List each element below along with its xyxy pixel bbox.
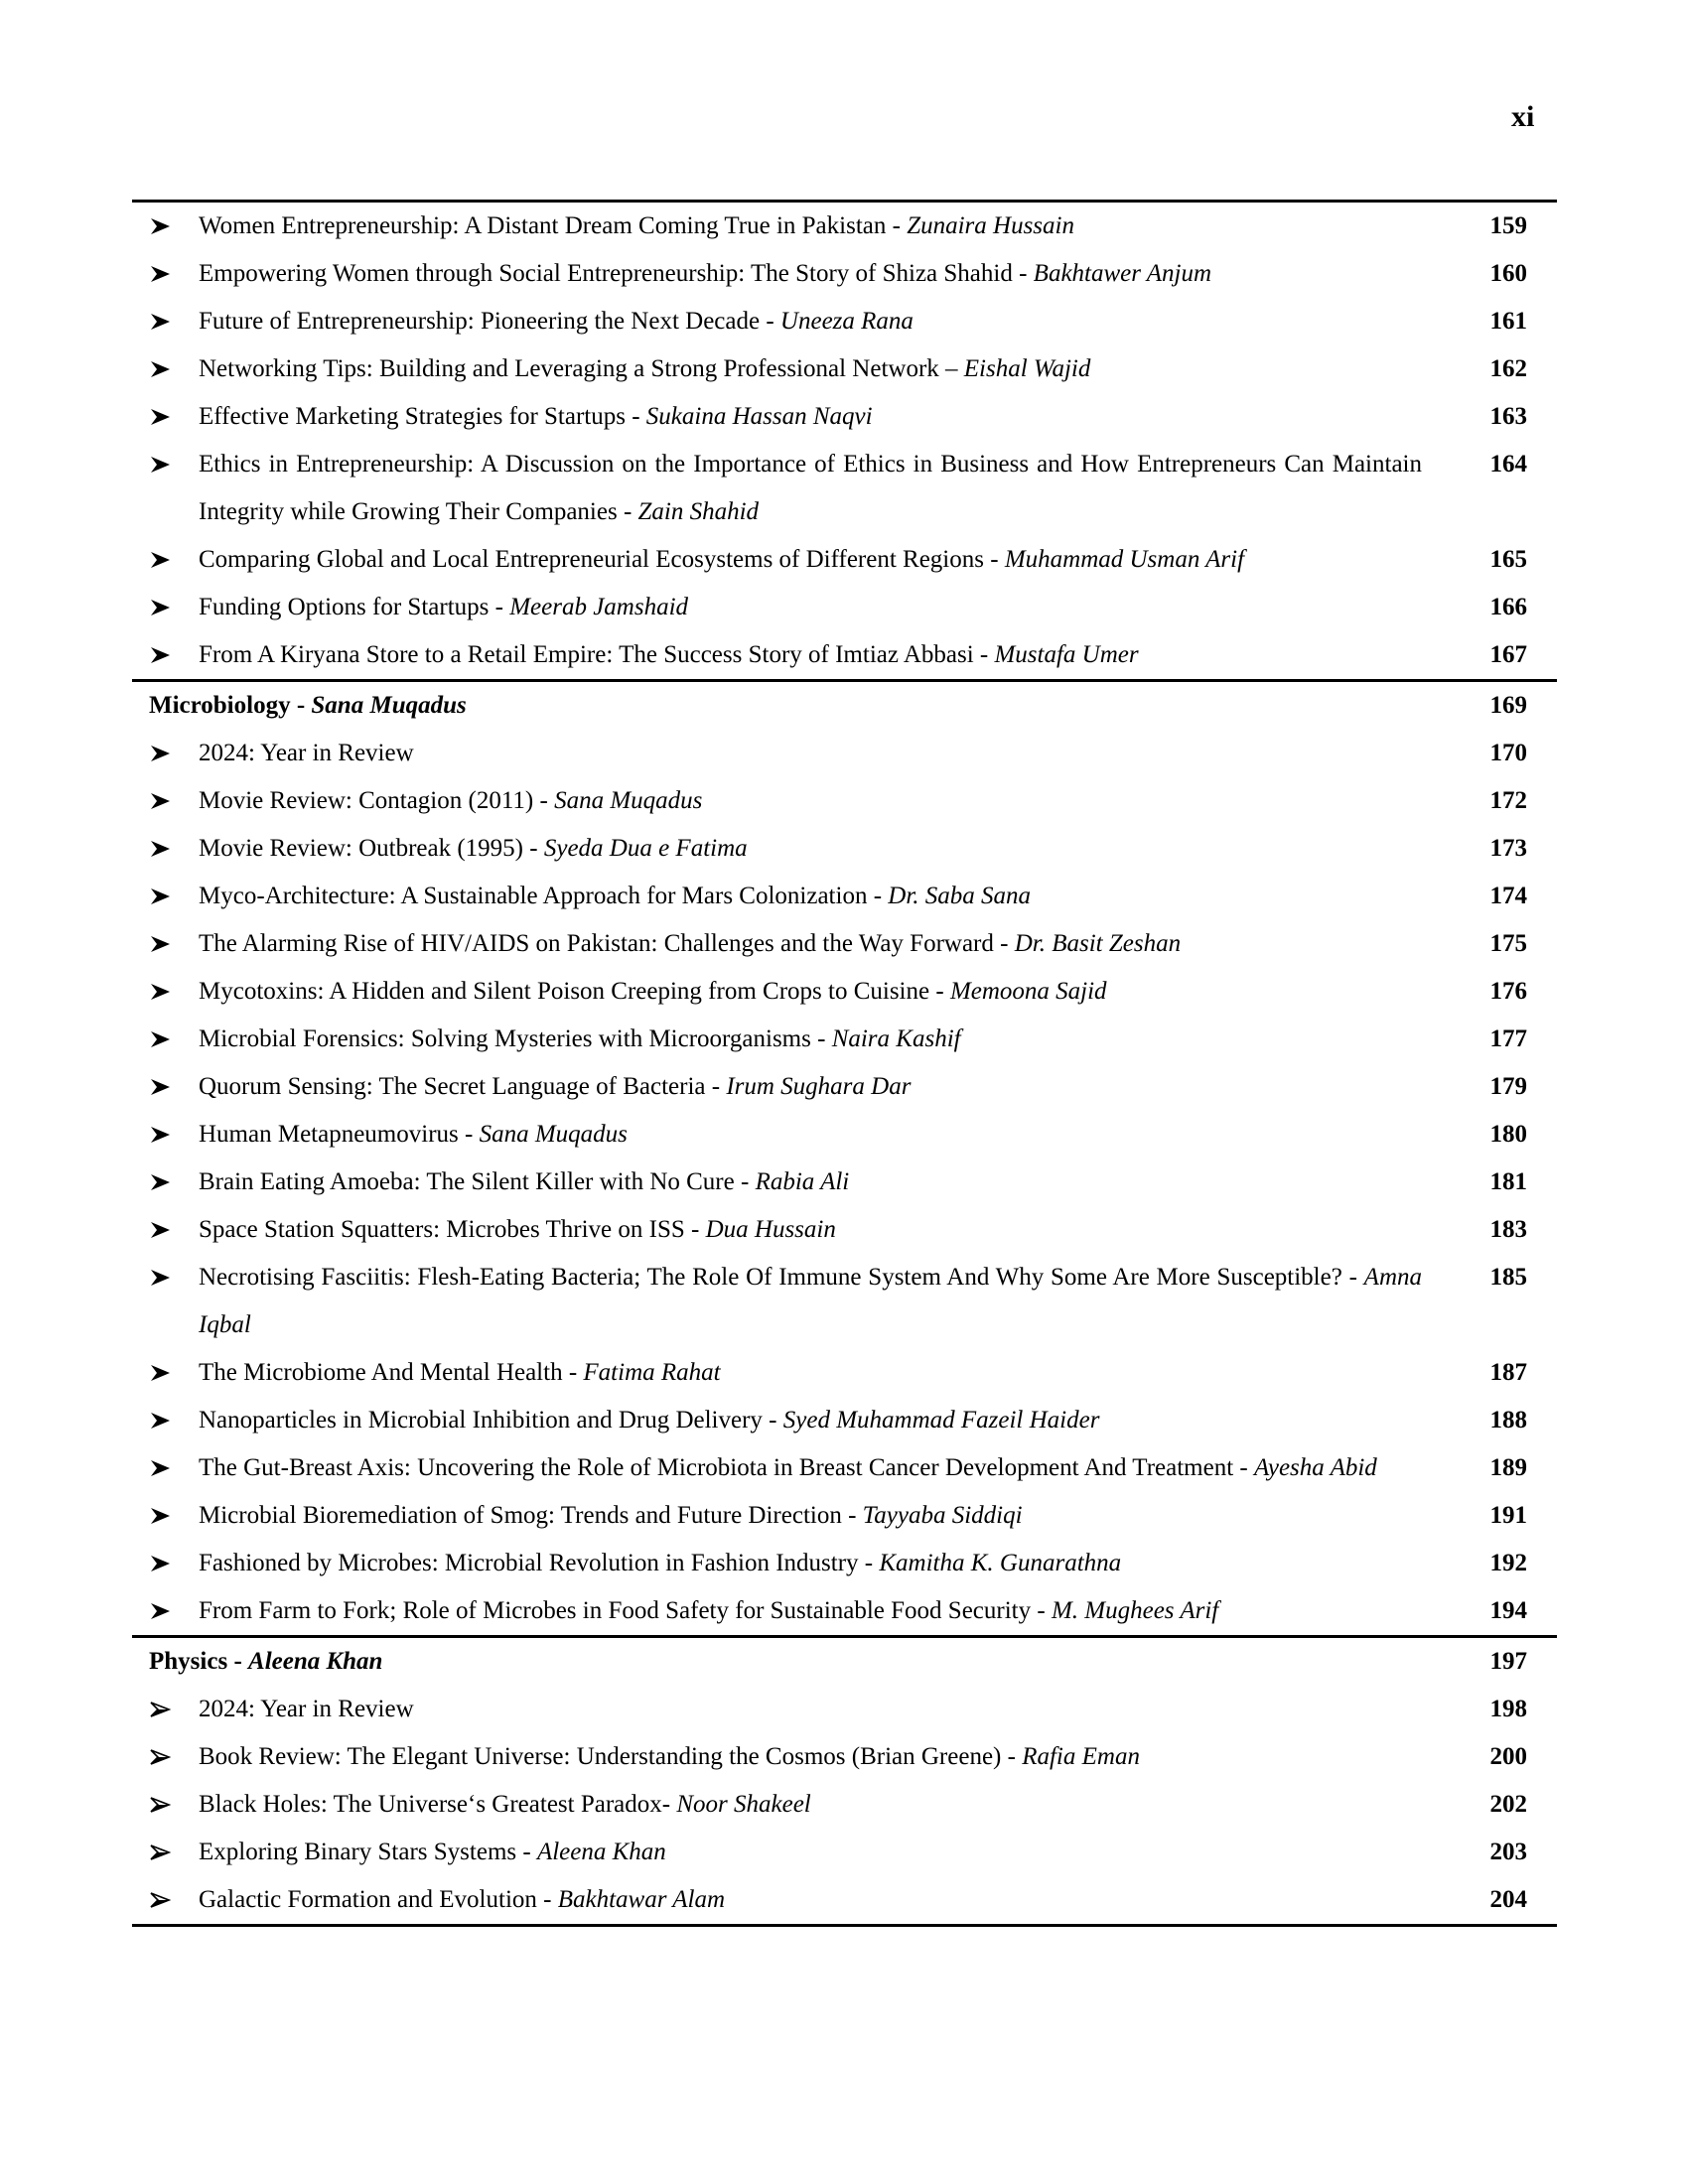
arrowhead-bullet-icon bbox=[132, 1587, 199, 1635]
entry-author: Kamitha K. Gunarathna bbox=[879, 1550, 1122, 1576]
toc-entry[interactable]: Exploring Binary Stars Systems - Aleena Khan 203 bbox=[132, 1829, 1557, 1876]
entry-title: From Farm to Fork; Role of Microbes in Food Safety for Sustainable Food Security bbox=[199, 1597, 1032, 1624]
section-page-number: 197 bbox=[1489, 1648, 1527, 1675]
entry-author: Memoona Sajid bbox=[949, 978, 1107, 1005]
toc-entry[interactable]: Microbial Bioremediation of Smog: Trends and Future Direction - Tayyaba Siddiqi 191 bbox=[132, 1492, 1557, 1540]
entry-author: Zunaira Hussain bbox=[907, 212, 1074, 239]
arrowhead-bullet-icon bbox=[132, 1540, 199, 1587]
entry-author: Tayyaba Siddiqi bbox=[862, 1502, 1023, 1529]
entry-author: Zain Shahid bbox=[637, 498, 760, 525]
entry-title: Movie Review: Contagion (2011) bbox=[199, 787, 534, 814]
entry-author: Bakhtawer Anjum bbox=[1033, 260, 1212, 287]
toc-entry[interactable]: Myco-Architecture: A Sustainable Approach for Mars Colonization - Dr. Saba Sana 174 bbox=[132, 873, 1557, 920]
entry-page-number: 162 bbox=[1489, 355, 1527, 382]
toc-entry[interactable]: Comparing Global and Local Entrepreneurial Ecosystems of Different Regions - Muhammad Usman Arif 165 bbox=[132, 536, 1557, 584]
arrowhead-bullet-icon bbox=[132, 1063, 199, 1111]
entry-title: Microbial Forensics: Solving Mysteries with Microorganisms bbox=[199, 1025, 811, 1052]
arrowhead-bullet-icon bbox=[132, 825, 199, 873]
arrowhead-bullet-icon bbox=[132, 298, 199, 345]
section-title: Physics bbox=[149, 1648, 228, 1675]
toc-entry[interactable] bbox=[132, 1686, 1557, 1733]
arrowhead-bullet-icon bbox=[132, 1829, 199, 1876]
section-header[interactable]: Microbiology - Sana Muqadus 169 bbox=[132, 682, 1557, 730]
arrowhead-bullet-icon bbox=[132, 1016, 199, 1063]
arrowhead-bullet-icon bbox=[132, 1349, 199, 1397]
entry-page-number: 172 bbox=[1489, 787, 1527, 814]
toc-entry[interactable]: Mycotoxins: A Hidden and Silent Poison Creeping from Crops to Cuisine - Memoona Sajid 176 bbox=[132, 968, 1557, 1016]
entry-author: Rabia Ali bbox=[755, 1168, 850, 1195]
toc-entry[interactable]: Future of Entrepreneurship: Pioneering the Next Decade - Uneeza Rana 161 bbox=[132, 298, 1557, 345]
arrowhead-bullet-icon bbox=[132, 1444, 199, 1492]
entry-page-number: 176 bbox=[1489, 978, 1527, 1005]
entry-page-number: 189 bbox=[1489, 1454, 1527, 1481]
entry-title: Galactic Formation and Evolution bbox=[199, 1886, 537, 1913]
entry-author: M. Mughees Arif bbox=[1051, 1597, 1219, 1624]
toc-entry[interactable]: Empowering Women through Social Entrepreneurship: The Story of Shiza Shahid - Bakhtawer Anjum 160 bbox=[132, 250, 1557, 298]
toc-entry[interactable]: Human Metapneumovirus - Sana Muqadus 180 bbox=[132, 1111, 1557, 1159]
toc-entry[interactable]: Women Entrepreneurship: A Distant Dream Coming True in Pakistan - Zunaira Hussain 159 bbox=[132, 203, 1557, 250]
entry-title: 2024: Year in Review bbox=[199, 1696, 414, 1722]
entry-author: Bakhtawar Alam bbox=[557, 1886, 726, 1913]
entry-author: Syed Muhammad Fazeil Haider bbox=[782, 1407, 1100, 1433]
entry-page-number: 192 bbox=[1489, 1550, 1527, 1576]
arrowhead-bullet-icon bbox=[132, 968, 199, 1016]
entry-page-number: 166 bbox=[1489, 594, 1527, 620]
entry-page-number: 159 bbox=[1489, 212, 1527, 239]
table-of-contents bbox=[132, 200, 1557, 1927]
arrowhead-bullet-icon bbox=[132, 203, 199, 250]
entry-page-number: 181 bbox=[1489, 1168, 1527, 1195]
arrowhead-bullet-icon bbox=[132, 631, 199, 679]
entry-author: Fatima Rahat bbox=[583, 1359, 721, 1386]
entry-page-number: 165 bbox=[1489, 546, 1527, 573]
toc-entry[interactable]: Brain Eating Amoeba: The Silent Killer with No Cure - Rabia Ali 181 bbox=[132, 1159, 1557, 1206]
entry-title: Exploring Binary Stars Systems bbox=[199, 1839, 517, 1865]
arrowhead-bullet-icon bbox=[132, 1876, 199, 1924]
arrowhead-bullet-icon bbox=[132, 1397, 199, 1444]
entry-title: Networking Tips: Building and Leveraging a Strong Professional Network bbox=[199, 355, 939, 382]
toc-entry[interactable]: From Farm to Fork; Role of Microbes in Food Safety for Sustainable Food Security - M. Mughees Arif 194 bbox=[132, 1587, 1557, 1635]
toc-section-entrepreneurship bbox=[132, 200, 1557, 679]
toc-section-physics bbox=[132, 1635, 1557, 1927]
section-header[interactable]: Physics - Aleena Khan 197 bbox=[132, 1638, 1557, 1686]
toc-entry[interactable]: The Microbiome And Mental Health - Fatima Rahat 187 bbox=[132, 1349, 1557, 1397]
toc-entry[interactable]: Fashioned by Microbes: Microbial Revolution in Fashion Industry - Kamitha K. Gunarathna 192 bbox=[132, 1540, 1557, 1587]
toc-entry[interactable]: Funding Options for Startups - Meerab Jamshaid 166 bbox=[132, 584, 1557, 631]
entry-title: Necrotising Fasciitis: Flesh-Eating Bacteria; The Role Of Immune System And Why Some Are More Susceptible? bbox=[199, 1264, 1342, 1291]
entry-title: The Alarming Rise of HIV/AIDS on Pakistan: Challenges and the Way Forward bbox=[199, 930, 994, 957]
entry-title: Comparing Global and Local Entrepreneurial Ecosystems of Different Regions bbox=[199, 546, 984, 573]
entry-page-number: 183 bbox=[1489, 1216, 1527, 1243]
toc-entry[interactable]: Space Station Squatters: Microbes Thrive on ISS - Dua Hussain 183 bbox=[132, 1206, 1557, 1254]
entry-title: Brain Eating Amoeba: The Silent Killer with No Cure bbox=[199, 1168, 735, 1195]
entry-title: Microbial Bioremediation of Smog: Trends and Future Direction bbox=[199, 1502, 842, 1529]
entry-author: Eishal Wajid bbox=[963, 355, 1091, 382]
toc-entry[interactable]: Galactic Formation and Evolution - Bakhtawar Alam 204 bbox=[132, 1876, 1557, 1924]
arrowhead-bullet-icon bbox=[132, 536, 199, 584]
entry-author: Noor Shakeel bbox=[676, 1791, 811, 1818]
toc-entry[interactable]: Quorum Sensing: The Secret Language of Bacteria - Irum Sughara Dar 179 bbox=[132, 1063, 1557, 1111]
entry-page-number: 167 bbox=[1489, 641, 1527, 668]
entry-title: Empowering Women through Social Entrepreneurship: The Story of Shiza Shahid bbox=[199, 260, 1013, 287]
entry-author: Amna Iqbal bbox=[199, 1264, 1422, 1338]
toc-entry[interactable]: Networking Tips: Building and Leveraging a Strong Professional Network – Eishal Wajid 162 bbox=[132, 345, 1557, 393]
entry-title: The Microbiome And Mental Health bbox=[199, 1359, 563, 1386]
entry-page-number: 164 bbox=[1489, 451, 1527, 478]
entry-author: Naira Kashif bbox=[831, 1025, 961, 1052]
toc-entry[interactable] bbox=[132, 730, 1557, 777]
toc-entry[interactable]: From A Kiryana Store to a Retail Empire: The Success Story of Imtiaz Abbasi - Mustafa Umer 167 bbox=[132, 631, 1557, 679]
toc-entry[interactable]: Nanoparticles in Microbial Inhibition and Drug Delivery - Syed Muhammad Fazeil Haider 188 bbox=[132, 1397, 1557, 1444]
entry-title: Movie Review: Outbreak (1995) bbox=[199, 835, 524, 862]
arrowhead-bullet-icon bbox=[132, 393, 199, 441]
entry-page-number: 160 bbox=[1489, 260, 1527, 287]
entry-page-number: 174 bbox=[1489, 883, 1527, 909]
entry-author: Ayesha Abid bbox=[1253, 1454, 1377, 1481]
arrowhead-bullet-icon bbox=[132, 1254, 199, 1301]
entry-title: Quorum Sensing: The Secret Language of Bacteria bbox=[199, 1073, 706, 1100]
entry-page-number: 198 bbox=[1489, 1696, 1527, 1722]
entry-title: Book Review: The Elegant Universe: Understanding the Cosmos (Brian Greene) bbox=[199, 1743, 1002, 1770]
entry-author: Irum Sughara Dar bbox=[726, 1073, 912, 1100]
toc-entry[interactable]: Movie Review: Outbreak (1995) - Syeda Dua e Fatima 173 bbox=[132, 825, 1557, 873]
entry-page-number: 191 bbox=[1489, 1502, 1527, 1529]
arrowhead-bullet-icon bbox=[132, 1159, 199, 1206]
toc-entry[interactable]: Necrotising Fasciitis: Flesh-Eating Bacteria; The Role Of Immune System And Why Some Are More Susceptible? - Amna Iqbal 185 bbox=[132, 1254, 1557, 1349]
entry-title: Women Entrepreneurship: A Distant Dream Coming True in Pakistan bbox=[199, 212, 887, 239]
entry-page-number: 185 bbox=[1489, 1264, 1527, 1291]
entry-title: Funding Options for Startups bbox=[199, 594, 490, 620]
arrowhead-bullet-icon bbox=[132, 1781, 199, 1829]
entry-author: Dr. Saba Sana bbox=[888, 883, 1032, 909]
toc-section-microbiology bbox=[132, 679, 1557, 1635]
entry-title: Future of Entrepreneurship: Pioneering the Next Decade bbox=[199, 308, 761, 335]
section-editor: Aleena Khan bbox=[248, 1648, 383, 1675]
entry-page-number: 187 bbox=[1489, 1359, 1527, 1386]
entry-title: Nanoparticles in Microbial Inhibition and Drug Delivery bbox=[199, 1407, 763, 1433]
entry-title: Black Holes: The Universe‘s Greatest Paradox bbox=[199, 1791, 662, 1818]
entry-author: Meerab Jamshaid bbox=[509, 594, 689, 620]
entry-author: Muhammad Usman Arif bbox=[1004, 546, 1245, 573]
entry-title: 2024: Year in Review bbox=[199, 740, 414, 766]
section-editor: Sana Muqadus bbox=[311, 692, 467, 719]
entry-author: Uneeza Rana bbox=[779, 308, 914, 335]
toc-entry[interactable]: Ethics in Entrepreneurship: A Discussion on the Importance of Ethics in Business and How Entrepreneurs Can Maintain Integrity while Growing Their Companies - Zain Shahid 164 bbox=[132, 441, 1557, 536]
entry-title: The Gut-Breast Axis: Uncovering the Role of Microbiota in Breast Cancer Development And Treatment bbox=[199, 1454, 1234, 1481]
toc-entry[interactable]: Black Holes: The Universe‘s Greatest Paradox- Noor Shakeel 202 bbox=[132, 1781, 1557, 1829]
arrowhead-bullet-icon bbox=[132, 250, 199, 298]
entry-author: Sukaina Hassan Naqvi bbox=[645, 403, 873, 430]
entry-page-number: 194 bbox=[1489, 1597, 1527, 1624]
entry-page-number: 163 bbox=[1489, 403, 1527, 430]
entry-author: Aleena Khan bbox=[536, 1839, 666, 1865]
entry-page-number: 180 bbox=[1489, 1121, 1527, 1148]
entry-page-number: 175 bbox=[1489, 930, 1527, 957]
entry-page-number: 170 bbox=[1489, 740, 1527, 766]
entry-page-number: 173 bbox=[1489, 835, 1527, 862]
arrowhead-bullet-icon bbox=[132, 1686, 199, 1733]
section-title: Microbiology bbox=[149, 692, 291, 719]
entry-page-number: 161 bbox=[1489, 308, 1527, 335]
entry-page-number: 188 bbox=[1489, 1407, 1527, 1433]
arrowhead-bullet-icon bbox=[132, 1206, 199, 1254]
entry-title: Ethics in Entrepreneurship: A Discussion on the Importance of Ethics in Business and How Entrepreneurs Can Maintain Integrity while Growing Their Companies bbox=[199, 451, 1422, 525]
entry-author: Dr. Basit Zeshan bbox=[1014, 930, 1182, 957]
toc-entry[interactable]: Effective Marketing Strategies for Startups - Sukaina Hassan Naqvi 163 bbox=[132, 393, 1557, 441]
entry-title: From A Kiryana Store to a Retail Empire: The Success Story of Imtiaz Abbasi bbox=[199, 641, 974, 668]
entry-page-number: 203 bbox=[1489, 1839, 1527, 1865]
entry-title: Fashioned by Microbes: Microbial Revolution in Fashion Industry bbox=[199, 1550, 859, 1576]
entry-title: Space Station Squatters: Microbes Thrive on ISS bbox=[199, 1216, 685, 1243]
entry-page-number: 204 bbox=[1489, 1886, 1527, 1913]
toc-entry[interactable]: Movie Review: Contagion (2011) - Sana Muqadus 172 bbox=[132, 777, 1557, 825]
page-number: xi bbox=[1511, 100, 1535, 133]
arrowhead-bullet-icon bbox=[132, 1492, 199, 1540]
arrowhead-bullet-icon bbox=[132, 730, 199, 777]
entry-author: Rafia Eman bbox=[1022, 1743, 1140, 1770]
arrowhead-bullet-icon bbox=[132, 920, 199, 968]
entry-page-number: 179 bbox=[1489, 1073, 1527, 1100]
entry-author: Sana Muqadus bbox=[479, 1121, 628, 1148]
entry-page-number: 200 bbox=[1489, 1743, 1527, 1770]
arrowhead-bullet-icon bbox=[132, 584, 199, 631]
entry-title: Mycotoxins: A Hidden and Silent Poison Creeping from Crops to Cuisine bbox=[199, 978, 930, 1005]
arrowhead-bullet-icon bbox=[132, 441, 199, 488]
arrowhead-bullet-icon bbox=[132, 1733, 199, 1781]
toc-entry[interactable]: The Gut-Breast Axis: Uncovering the Role of Microbiota in Breast Cancer Development And Treatment - Ayesha Abid 189 bbox=[132, 1444, 1557, 1492]
section-page-number: 169 bbox=[1489, 692, 1527, 719]
entry-author: Mustafa Umer bbox=[994, 641, 1139, 668]
arrowhead-bullet-icon bbox=[132, 345, 199, 393]
arrowhead-bullet-icon bbox=[132, 777, 199, 825]
toc-entry[interactable]: The Alarming Rise of HIV/AIDS on Pakistan: Challenges and the Way Forward - Dr. Basit Zeshan 175 bbox=[132, 920, 1557, 968]
entry-page-number: 177 bbox=[1489, 1025, 1527, 1052]
toc-entry[interactable]: Microbial Forensics: Solving Mysteries with Microorganisms - Naira Kashif 177 bbox=[132, 1016, 1557, 1063]
entry-author: Sana Muqadus bbox=[554, 787, 703, 814]
entry-title: Myco-Architecture: A Sustainable Approach for Mars Colonization bbox=[199, 883, 868, 909]
toc-entry[interactable]: Book Review: The Elegant Universe: Understanding the Cosmos (Brian Greene) - Rafia Eman 200 bbox=[132, 1733, 1557, 1781]
arrowhead-bullet-icon bbox=[132, 1111, 199, 1159]
entry-title: Effective Marketing Strategies for Startups bbox=[199, 403, 626, 430]
entry-page-number: 202 bbox=[1489, 1791, 1527, 1818]
entry-author: Syeda Dua e Fatima bbox=[543, 835, 748, 862]
entry-title: Human Metapneumovirus bbox=[199, 1121, 459, 1148]
entry-author: Dua Hussain bbox=[705, 1216, 836, 1243]
arrowhead-bullet-icon bbox=[132, 873, 199, 920]
